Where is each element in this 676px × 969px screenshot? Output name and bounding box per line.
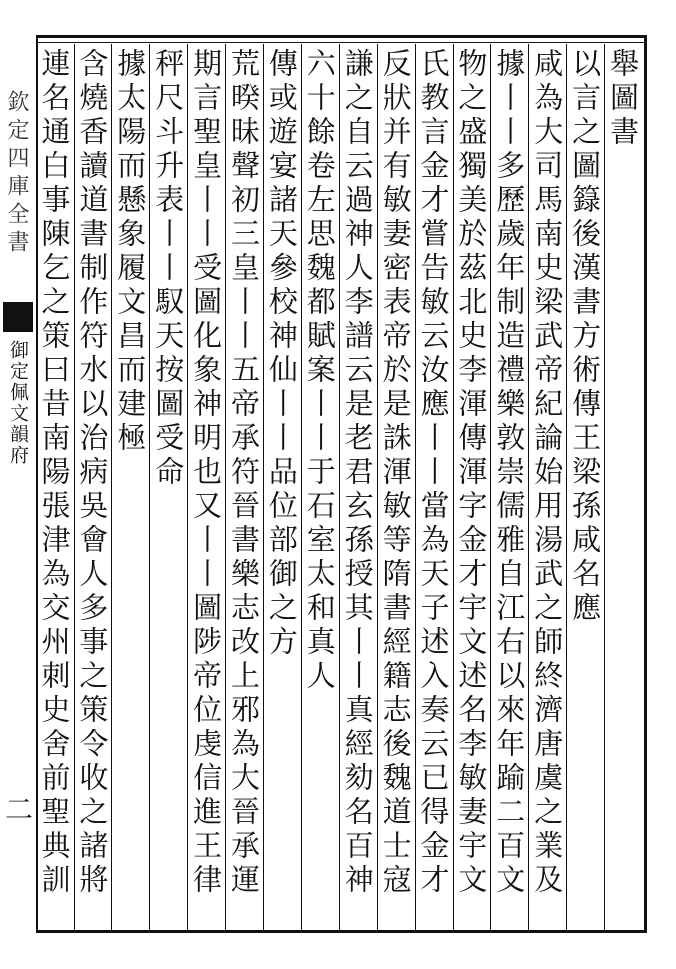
text-column: 六十餘卷左思魏都賦案丨丨于石室太和真人 xyxy=(302,48,337,694)
column-rule xyxy=(604,44,605,930)
page-margin xyxy=(0,40,36,920)
text-column: 傳或遊宴諸天參校神仙丨丨品位部御之方 xyxy=(264,48,299,660)
text-column: 物之盛獨美於茲北史李渾傳渾字金才宇文述名李敏妻宇文 xyxy=(454,48,489,898)
column-rule xyxy=(149,44,150,930)
text-column: 以言之圖籙後漢書方術傳王梁孫咸名應 xyxy=(568,48,603,626)
text-column: 期言聖皇丨丨受圖化象神明也又丨丨圖陟帝位虔信進王律 xyxy=(189,48,224,898)
column-rule xyxy=(415,44,416,930)
fishtail-mark xyxy=(3,302,33,332)
text-column: 荒暌昧聲初三皇丨丨五帝承符晉書樂志改上邪為大晉承運 xyxy=(226,48,261,898)
text-column: 秤尺斗升表丨丨馭天按圖受命 xyxy=(151,48,186,490)
page-number: 二 xyxy=(4,793,33,826)
text-column: 氏教言金才嘗告敏云汝應丨丨當為天子述入奏云已得金才 xyxy=(416,48,451,898)
text-column: 咸為大司馬南史梁武帝紀論始用湯武之師終濟唐虞之業及 xyxy=(530,48,565,898)
frame-bottom-border xyxy=(36,930,646,933)
frame-top-border xyxy=(36,35,646,38)
text-column: 據丨丨多歷歲年制造禮樂敦崇儒雅自江右以來年踰二百文 xyxy=(492,48,527,898)
margin-book-name: 御定佩文韻府 xyxy=(7,340,29,466)
column-rule xyxy=(339,44,340,930)
column-rule xyxy=(187,44,188,930)
column-rule xyxy=(377,44,378,930)
margin-collection-title: 欽定四庫全書 xyxy=(4,90,29,258)
column-rule xyxy=(263,44,264,930)
column-rule xyxy=(453,44,454,930)
text-column: 據太陽而懸象履文昌而建極 xyxy=(113,48,148,456)
column-rule xyxy=(36,44,37,930)
column-rule xyxy=(301,44,302,930)
column-rule xyxy=(528,44,529,930)
column-rule xyxy=(566,44,567,930)
frame-top-inner-border xyxy=(36,42,646,43)
text-column: 謙之自云過神人李譜云是老君玄孫授其丨丨真經劾名百神 xyxy=(340,48,375,898)
frame-right-border xyxy=(644,35,647,933)
text-column: 反狀并有敏妻密表帝於是誅渾敏等隋書經籍志後魏道士寇 xyxy=(378,48,413,898)
column-rule xyxy=(490,44,491,930)
text-column: 連名通白事陳乞之策曰昔南陽張津為交州刺史舍前聖典訓 xyxy=(37,48,72,898)
text-column: 含燒香讀道書制作符水以治病吳會人多事之策令收之諸將 xyxy=(75,48,110,898)
column-rule xyxy=(225,44,226,930)
text-column: 舉圖書 xyxy=(605,48,640,150)
column-rule xyxy=(74,44,75,930)
column-rule xyxy=(111,44,112,930)
